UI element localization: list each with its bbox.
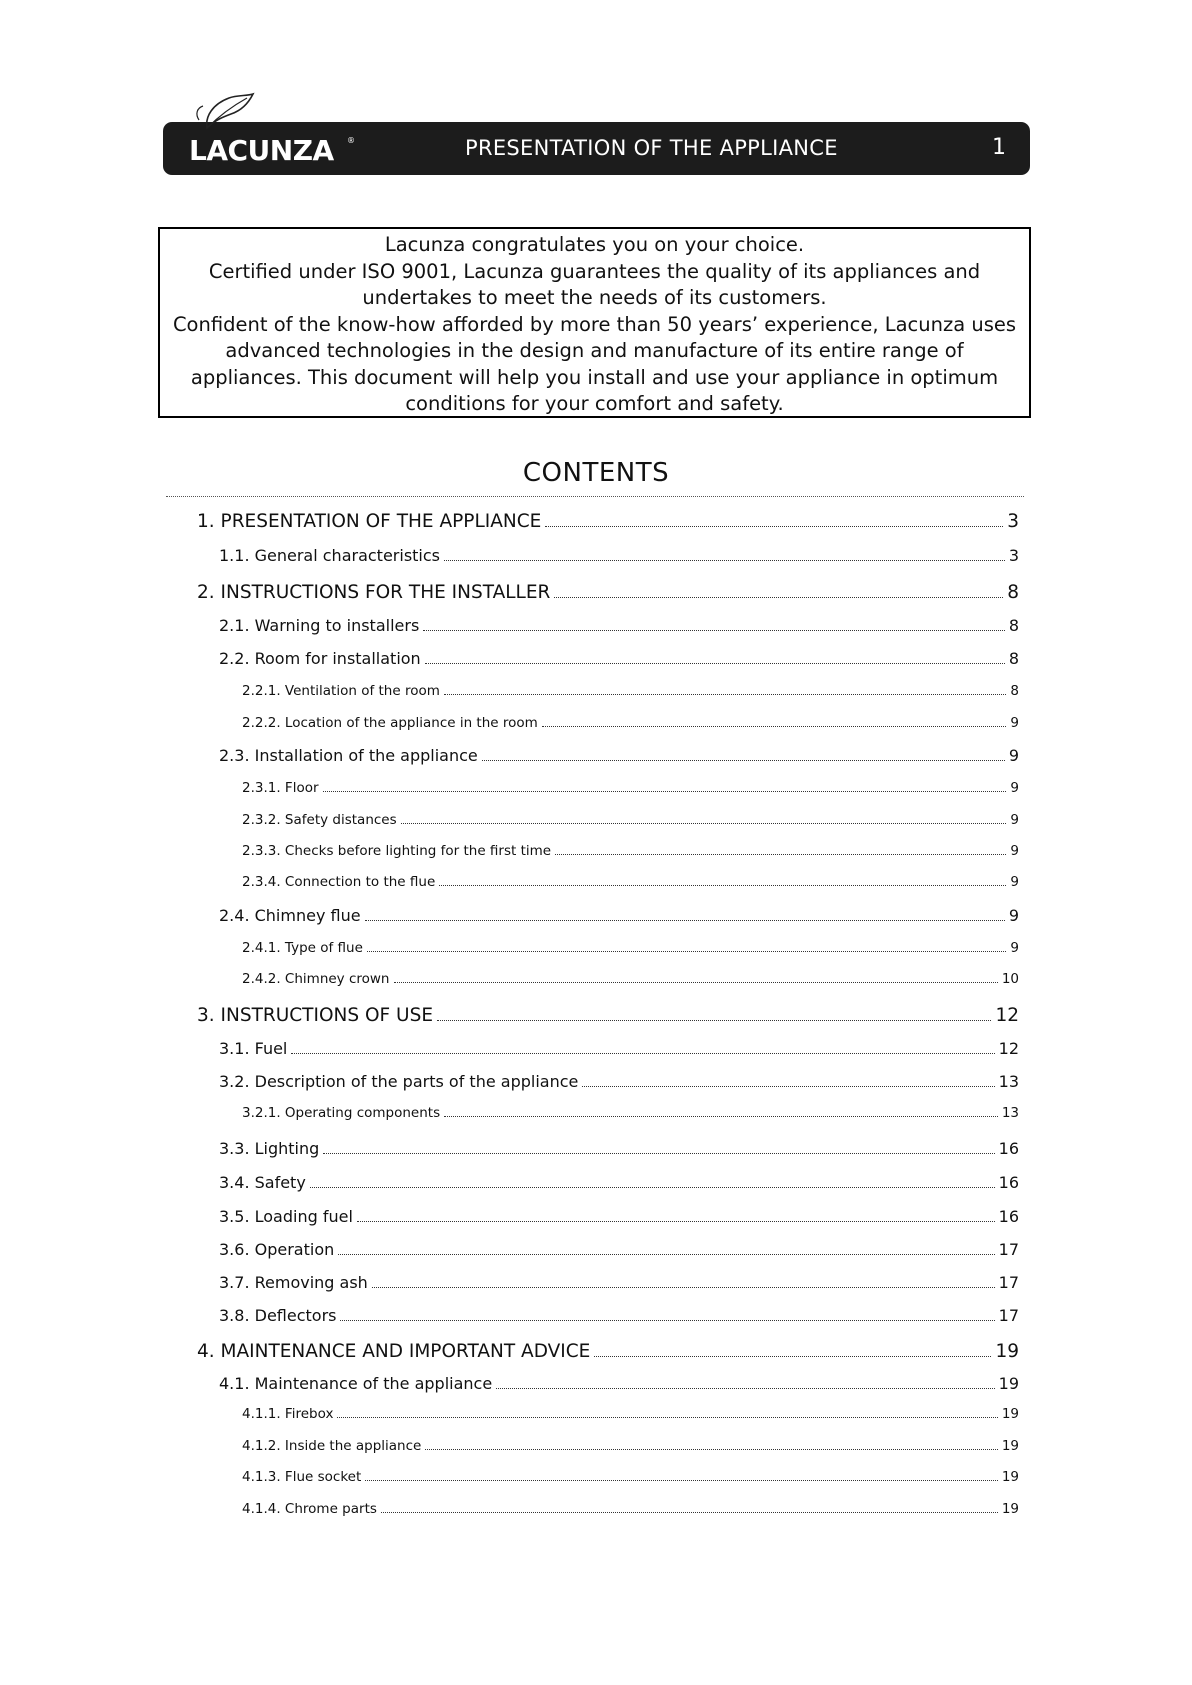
- toc-entry[interactable]: [219, 1273, 1019, 1292]
- toc-entry-label: 3.2. Description of the parts of the appliance: [219, 1072, 579, 1091]
- toc-entry-label: 2.3.2. Safety distances: [242, 812, 397, 829]
- page-number: 1: [992, 135, 1006, 160]
- toc-entry-label: 2. INSTRUCTIONS FOR THE INSTALLER: [197, 581, 551, 603]
- contents-title: CONTENTS: [522, 458, 670, 488]
- toc-entry[interactable]: [219, 616, 1019, 635]
- toc-entry-label: 3.2.1. Operating components: [242, 1105, 441, 1122]
- toc-dot-leader: [365, 906, 1005, 921]
- toc-entry-label: 2.4.1. Type of flue: [242, 940, 363, 957]
- toc-entry[interactable]: [242, 1406, 1019, 1422]
- toc-entry-label: 2.3.4. Connection to the flue: [242, 874, 436, 891]
- section-title: PRESENTATION OF THE APPLIANCE: [465, 136, 838, 160]
- toc-entry-page: 9: [1010, 715, 1019, 732]
- toc-dot-leader: [496, 1374, 994, 1389]
- toc-entry[interactable]: [242, 780, 1019, 796]
- toc-entry-label: 4.1.1. Firebox: [242, 1406, 334, 1423]
- toc-entry-label: 3.8. Deflectors: [219, 1306, 337, 1325]
- divider: [166, 496, 1024, 497]
- toc-entry-page: 17: [998, 1273, 1019, 1292]
- toc-entry[interactable]: [219, 1173, 1019, 1192]
- toc-entry-label: 2.2.1. Ventilation of the room: [242, 683, 440, 700]
- toc-entry[interactable]: [219, 1039, 1019, 1058]
- toc-entry[interactable]: [197, 510, 1019, 532]
- toc-entry-label: 3.4. Safety: [219, 1173, 306, 1192]
- toc-entry-label: 2.3.3. Checks before lighting for the first time: [242, 843, 552, 860]
- toc-entry-page: 12: [995, 1004, 1019, 1026]
- toc-entry-label: 2.1. Warning to installers: [219, 616, 420, 635]
- toc-dot-leader: [365, 1469, 998, 1481]
- toc-dot-leader: [291, 1039, 994, 1054]
- toc-entry-page: 9: [1010, 780, 1019, 797]
- toc-dot-leader: [323, 1139, 994, 1154]
- toc-dot-leader: [545, 510, 1003, 527]
- toc-entry[interactable]: [197, 581, 1019, 603]
- toc-entry-label: 2.2.2. Location of the appliance in the room: [242, 715, 538, 732]
- toc-entry-label: 1. PRESENTATION OF THE APPLIANCE: [197, 510, 542, 532]
- toc-entry-label: 3.3. Lighting: [219, 1139, 320, 1158]
- toc-dot-leader: [394, 971, 998, 983]
- toc-dot-leader: [554, 581, 1003, 598]
- toc-dot-leader: [555, 843, 1006, 855]
- toc-entry-label: 4.1.3. Flue socket: [242, 1469, 362, 1486]
- toc-entry[interactable]: [242, 812, 1019, 828]
- leaf-icon: [177, 90, 267, 130]
- toc-entry-label: 2.4.2. Chimney crown: [242, 971, 390, 988]
- toc-entry-page: 16: [998, 1139, 1019, 1158]
- toc-dot-leader: [444, 683, 1007, 695]
- toc-entry[interactable]: [197, 1004, 1019, 1026]
- toc-entry-page: 9: [1010, 874, 1019, 891]
- toc-entry-page: 19: [1001, 1469, 1019, 1486]
- logo-wordmark: LACUNZA: [189, 134, 334, 167]
- toc-entry-label: 1.1. General characteristics: [219, 546, 441, 565]
- toc-entry-label: 4.1.4. Chrome parts: [242, 1501, 377, 1518]
- toc-dot-leader: [310, 1173, 995, 1188]
- toc-dot-leader: [372, 1273, 995, 1288]
- toc-entry[interactable]: [242, 1438, 1019, 1454]
- toc-entry-page: 8: [1007, 581, 1019, 603]
- toc-entry-page: 16: [998, 1173, 1019, 1192]
- toc-entry[interactable]: [219, 1374, 1019, 1393]
- toc-entry[interactable]: [242, 843, 1019, 859]
- toc-entry[interactable]: [219, 1240, 1019, 1259]
- toc-dot-leader: [582, 1072, 994, 1087]
- toc-entry-label: 3.6. Operation: [219, 1240, 335, 1259]
- intro-line-3: Confident of the know-how afforded by more than 50 years’ experience, Lacunza uses advanced technologies in the design and manufacture of its entire range of appliances. This document will help you install and use your appliance in optimum conditions for your comfort and safety.: [172, 312, 1017, 415]
- toc-entry-page: 9: [1008, 906, 1019, 925]
- toc-entry-page: 9: [1010, 940, 1019, 957]
- toc-entry-page: 3: [1007, 510, 1019, 532]
- toc-entry-page: 3: [1008, 546, 1019, 565]
- toc-entry-label: 2.3. Installation of the appliance: [219, 746, 478, 765]
- toc-entry-label: 3. INSTRUCTIONS OF USE: [197, 1004, 434, 1026]
- toc-entry-page: 9: [1010, 843, 1019, 860]
- toc-dot-leader: [381, 1501, 998, 1513]
- toc-dot-leader: [542, 715, 1007, 727]
- toc-entry[interactable]: [219, 1072, 1019, 1091]
- toc-entry-label: 4.1. Maintenance of the appliance: [219, 1374, 493, 1393]
- toc-entry-label: 4. MAINTENANCE AND IMPORTANT ADVICE: [197, 1340, 591, 1362]
- toc-entry-page: 12: [998, 1039, 1019, 1058]
- toc-entry-page: 10: [1001, 971, 1019, 988]
- toc-dot-leader: [367, 940, 1007, 952]
- lacunza-logo: [163, 122, 363, 175]
- toc-entry-page: 9: [1010, 812, 1019, 829]
- toc-entry-page: 16: [998, 1207, 1019, 1226]
- toc-dot-leader: [482, 746, 1005, 761]
- toc-entry[interactable]: [219, 906, 1019, 925]
- toc-entry[interactable]: [242, 1469, 1019, 1485]
- toc-entry[interactable]: [242, 1501, 1019, 1517]
- toc-entry-page: 19: [995, 1340, 1019, 1362]
- toc-entry[interactable]: [219, 649, 1019, 668]
- toc-entry-page: 13: [1001, 1105, 1019, 1122]
- toc-dot-leader: [357, 1207, 995, 1222]
- intro-line-1: Lacunza congratulates you on your choice.: [384, 233, 805, 256]
- toc-entry-label: 2.4. Chimney flue: [219, 906, 361, 925]
- toc-entry[interactable]: [219, 746, 1019, 765]
- toc-entry[interactable]: [242, 940, 1019, 956]
- toc-entry[interactable]: [197, 1340, 1019, 1362]
- toc-entry-page: 9: [1008, 746, 1019, 765]
- toc-entry-page: 13: [998, 1072, 1019, 1091]
- toc-entry[interactable]: [219, 1306, 1019, 1325]
- toc-dot-leader: [423, 616, 1005, 631]
- toc-entry-page: 19: [1001, 1438, 1019, 1455]
- toc-entry-page: 17: [998, 1240, 1019, 1259]
- toc-entry-label: 3.1. Fuel: [219, 1039, 288, 1058]
- toc-entry[interactable]: [242, 971, 1019, 987]
- toc-entry-label: 2.3.1. Floor: [242, 780, 319, 797]
- toc-entry-page: 19: [998, 1374, 1019, 1393]
- toc-entry-page: 8: [1008, 649, 1019, 668]
- toc-entry[interactable]: [242, 1105, 1019, 1121]
- toc-entry-page: 8: [1010, 683, 1019, 700]
- toc-dot-leader: [338, 1240, 994, 1255]
- toc-entry-label: 2.2. Room for installation: [219, 649, 421, 668]
- toc-dot-leader: [594, 1340, 991, 1357]
- toc-entry[interactable]: [219, 546, 1019, 565]
- toc-dot-leader: [444, 546, 1005, 561]
- toc-entry[interactable]: [219, 1139, 1019, 1158]
- toc-entry-page: 8: [1008, 616, 1019, 635]
- toc-entry-page: 19: [1001, 1501, 1019, 1518]
- toc-entry-label: 4.1.2. Inside the appliance: [242, 1438, 422, 1455]
- toc-entry[interactable]: [219, 1207, 1019, 1226]
- toc-dot-leader: [323, 780, 1007, 792]
- toc-dot-leader: [437, 1004, 991, 1021]
- toc-entry[interactable]: [242, 874, 1019, 890]
- toc-dot-leader: [444, 1105, 998, 1117]
- toc-entry-label: 3.5. Loading fuel: [219, 1207, 353, 1226]
- toc-dot-leader: [337, 1406, 997, 1418]
- intro-box: [158, 227, 1031, 418]
- toc-dot-leader: [340, 1306, 994, 1321]
- page-header: [163, 122, 1030, 175]
- toc-entry[interactable]: [242, 683, 1019, 699]
- intro-line-2: Certified under ISO 9001, Lacunza guarantees the quality of its appliances and undertakes to meet the needs of its customers.: [208, 259, 981, 309]
- toc-dot-leader: [425, 1438, 997, 1450]
- toc-entry-page: 19: [1001, 1406, 1019, 1423]
- registered-mark: ®: [347, 136, 355, 145]
- toc-entry[interactable]: [242, 715, 1019, 731]
- toc-dot-leader: [401, 812, 1007, 824]
- toc-entry-label: 3.7. Removing ash: [219, 1273, 368, 1292]
- toc-entry-page: 17: [998, 1306, 1019, 1325]
- toc-dot-leader: [425, 649, 1005, 664]
- toc-dot-leader: [439, 874, 1006, 886]
